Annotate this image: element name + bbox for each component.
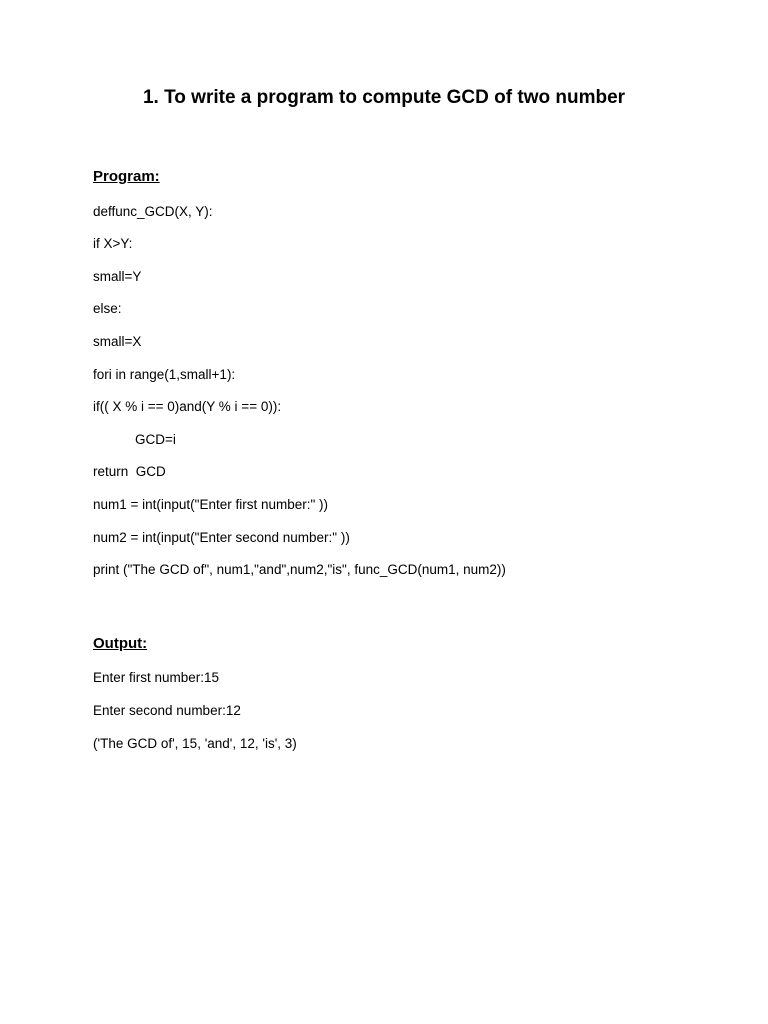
code-line: num1 = int(input("Enter first number:" )) bbox=[93, 497, 329, 512]
code-line: if(( X % i == 0)and(Y % i == 0)): bbox=[93, 399, 282, 414]
code-line: small=Y bbox=[93, 269, 142, 284]
code-line: num2 = int(input("Enter second number:" )) bbox=[93, 530, 350, 545]
code-line: else: bbox=[93, 301, 122, 316]
code-line: deffunc_GCD(X, Y): bbox=[93, 204, 213, 219]
output-heading: Output: bbox=[93, 635, 148, 652]
document-title: 1. To write a program to compute GCD of two number bbox=[142, 87, 626, 108]
code-line: fori in range(1,small+1): bbox=[93, 367, 236, 382]
output-line: Enter second number:12 bbox=[93, 703, 241, 718]
code-line: print ("The GCD of", num1,"and",num2,"is", func_GCD(num1, num2)) bbox=[93, 562, 506, 577]
code-line: small=X bbox=[93, 334, 142, 349]
code-line: return GCD bbox=[93, 464, 166, 479]
code-line-indented: GCD=i bbox=[135, 432, 176, 447]
output-line: Enter first number:15 bbox=[93, 670, 220, 685]
code-line: if X>Y: bbox=[93, 236, 133, 251]
output-line: ('The GCD of', 15, 'and', 12, 'is', 3) bbox=[93, 736, 297, 751]
program-heading: Program: bbox=[93, 168, 160, 185]
